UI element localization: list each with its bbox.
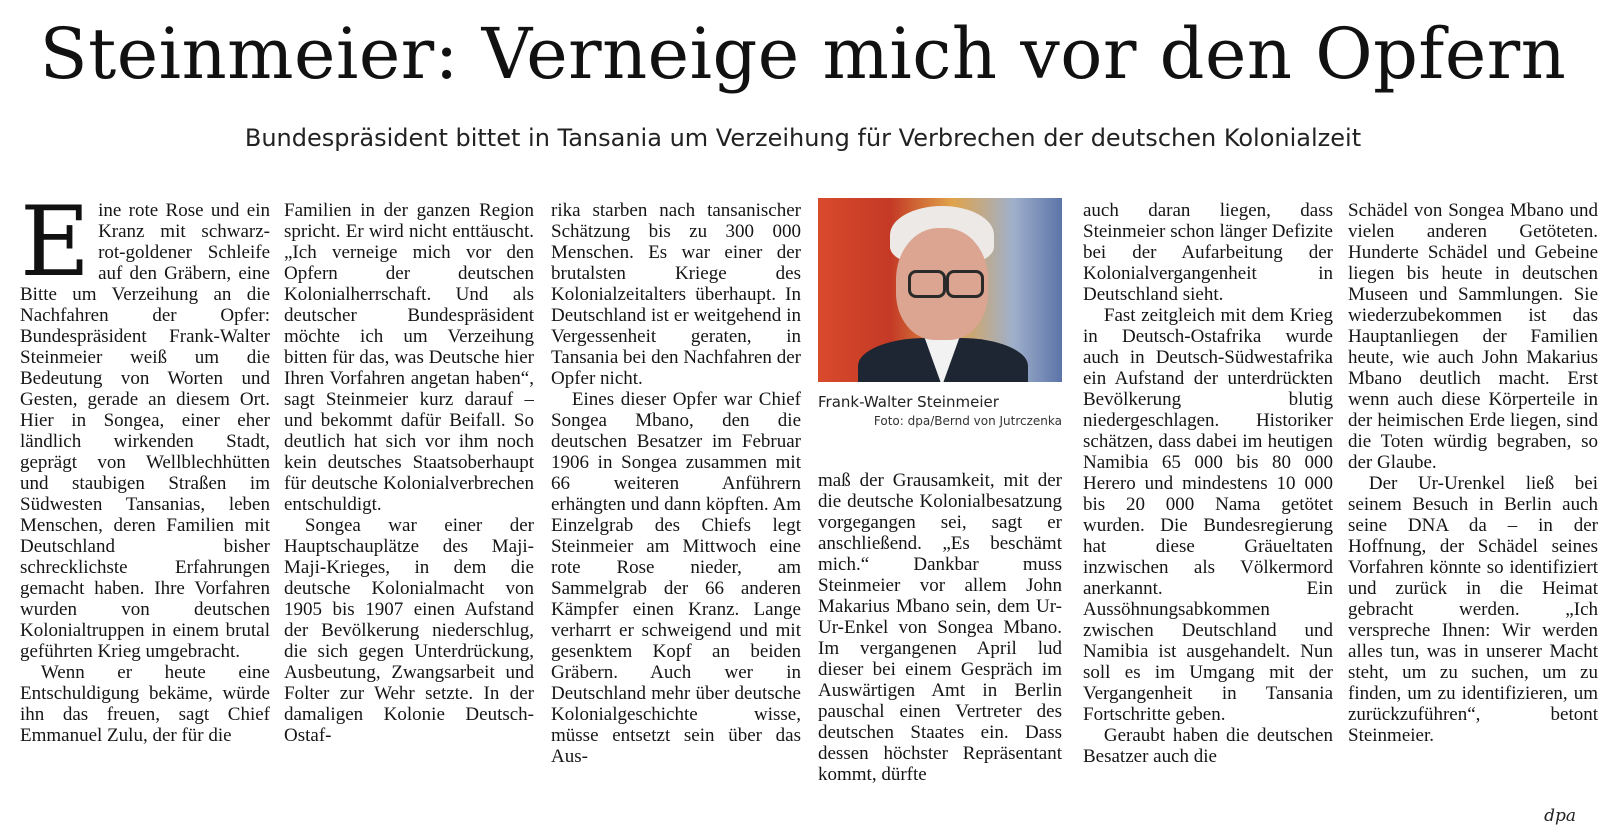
article-column-4 [818, 470, 1062, 832]
headline: Steinmeier: Verneige mich vor den Opfern [39, 13, 1567, 95]
article-column-1 [20, 200, 270, 832]
paragraph: Der Ur-Urenkel ließ bei seinem Besuch in Berlin auch seine DNA da – in der Hoffnung, der Schädel seines Vorfahren könnte so identifiziert und zurück in die Heimat gebracht werden. „Ich verspreche Ihnen: Wir werden alles tun, was in unserer Macht steht, um zu suchen, um zu finden, um zu identifizieren, um zurückzuführen“, betont Steinmeier. [1348, 473, 1598, 746]
portrait-photo [818, 198, 1062, 382]
article-column-6 [1348, 200, 1598, 832]
paragraph: auch daran liegen, dass Steinmeier schon länger Defizite bei der Aufarbeitung der Kolonialvergangenheit in Deutschland sieht. [1083, 200, 1333, 305]
paragraph: Geraubt haben die deutschen Besatzer auch die [1083, 725, 1333, 767]
subheadline: Bundespräsident bittet in Tansania um Verzeihung für Verbrechen der deutschen Kolonialzeit [244, 124, 1362, 152]
paragraph: maß der Grausamkeit, mit der die deutsche Kolonialbesatzung vorgegangen sei, sagt er anschließend. „Es beschämt mich.“ Dankbar muss Steinmeier vor allem John Makarius Mbano sein, dem Ur-Ur-Enkel von Songea Mbano. Im vergangenen April lud dieser bei einem Gespräch im Auswärtigen Amt in Berlin pauschal einen Vertreter des deutschen Staates ein. Dass dessen höchster Repräsentant kommt, dürfte [818, 470, 1062, 785]
photo-block [818, 198, 1062, 430]
article-column-5 [1083, 200, 1333, 832]
dropcap: E [20, 200, 91, 298]
photo-credit: Foto: dpa/Bernd von Jutrczenka [873, 414, 1062, 428]
paragraph: rika starben nach tansanischer Schätzung bis zu 300 000 Menschen. Es war einer der brutalsten Kriege des Kolonialzeitalters überhaupt. In Deutschland ist er weitgehend in Vergessenheit geraten, in Tansania bei den Nachfahren der Opfer nicht. [551, 200, 801, 389]
paragraph: Songea war einer der Hauptschauplätze des Maji-Maji-Krieges, in dem die deutsche Kolonialmacht von 1905 bis 1907 einen Aufstand der Bevölkerung niederschlug, die sich gegen Unterdrückung, Ausbeutung, Zwangsarbeit und Folter zur Wehr setzte. In der damaligen Kolonie Deutsch-Ostaf- [284, 515, 534, 746]
paragraph: ine rote Rose und ein Kranz mit schwarz-rot-goldener Schleife auf den Gräbern, eine Bitte um Verzeihung an die Nachfahren der Opfer: Bundespräsident Frank-Walter Steinmeier weiß um die Bedeutung von Worten und Gesten, gerade an diesem Ort. Hier in Songea, einer eher ländlich wirkenden Stadt, geprägt von Wellblechhütten und staubigen Straßen im Südwesten Tansanias, leben Menschen, deren Familien mit Deutschland bisher schrecklichste Erfahrungen gemacht haben. Ihre Vorfahren wurden von deutschen Kolonialtruppen in einem brutal geführten Krieg umgebracht. [20, 200, 270, 662]
paragraph: Familien in der ganzen Region spricht. Er wird nicht enttäuscht. „Ich verneige mich vor den Opfern der deutschen Kolonialherrschaft. Und als deutscher Bundespräsident möchte ich um Verzeihung bitten für das, was Deutsche hier Ihren Vorfahren angetan haben“, sagt Steinmeier kurz darauf – und bekommt dafür Beifall. So deutlich hat sich vor ihm noch kein deutsches Staatsoberhaupt für deutsche Kolonialverbrechen entschuldigt. [284, 200, 534, 515]
article-column-2 [284, 200, 534, 832]
article-column-3 [551, 200, 801, 832]
paragraph: Wenn er heute eine Entschuldigung bekäme, würde ihn das freuen, sagt Chief Emmanuel Zulu, der für die [20, 662, 270, 746]
author-signature: dpa [1544, 806, 1576, 826]
photo-glasses-right [946, 270, 984, 298]
photo-glasses-left [908, 270, 946, 298]
photo-caption: Frank-Walter Steinmeier [818, 393, 999, 411]
paragraph: Eines dieser Opfer war Chief Songea Mbano, den die deutschen Besatzer im Februar 1906 in Songea zusammen mit 66 weiteren Anführern erhängten und dann köpften. Am Einzelgrab des Chiefs legt Steinmeier am Mittwoch eine rote Rose nieder, am Sammelgrab der 66 anderen Kämpfer einen Kranz. Lange verharrt er schweigend und mit gesenktem Kopf an beiden Gräbern. Auch wer in Deutschland mehr über deutsche Kolonialgeschichte wisse, müsse entsetzt sein über das Aus- [551, 389, 801, 767]
paragraph: Schädel von Songea Mbano und vielen anderen Getöteten. Hunderte Schädel und Gebeine liegen bis heute in deutschen Museen und Sammlungen. Sie wiederzubekommen ist das Hauptanliegen der Familien heute, wie auch John Makarius Mbano deutlich macht. Erst wenn auch diese Körperteile in der heimischen Erde liegen, sind die Toten würdig begraben, so der Glaube. [1348, 200, 1598, 473]
paragraph: Fast zeitgleich mit dem Krieg in Deutsch-Ostafrika wurde auch in Deutsch-Südwestafrika ein Aufstand der unterdrückten Bevölkerung blutig niedergeschlagen. Historiker schätzen, dass dabei im heutigen Namibia 65 000 bis 80 000 Herero und mindestens 10 000 bis 20 000 Nama getötet wurden. Die Bundesregierung hat diese Gräueltaten inzwischen als Völkermord anerkannt. Ein Aussöhnungsabkommen zwischen Deutschland und Namibia ist ausgehandelt. Nun soll es im Umgang mit der Vergangenheit in Tansania Fortschritte geben. [1083, 305, 1333, 725]
